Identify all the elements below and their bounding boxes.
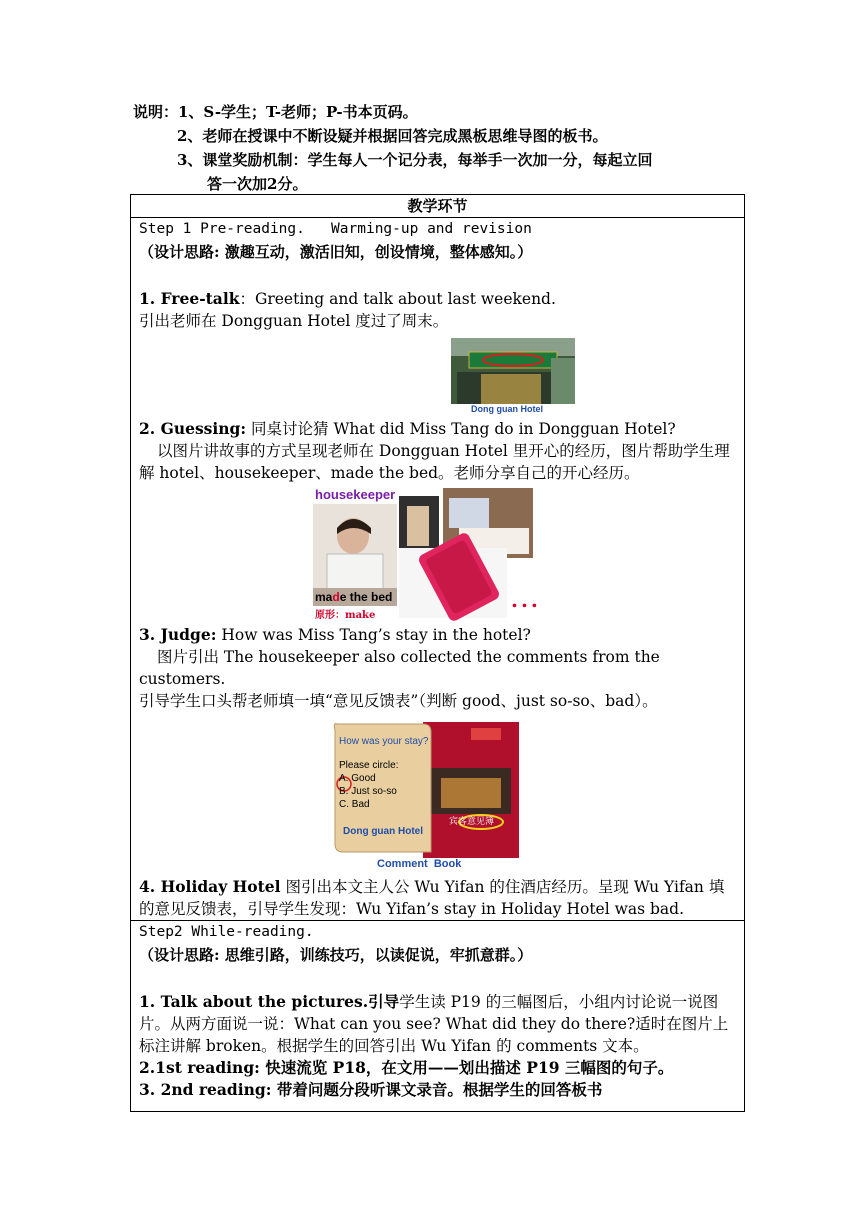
step1-cell bbox=[131, 218, 745, 921]
teaching-steps-table bbox=[130, 194, 745, 1112]
made-the-bed-label bbox=[315, 590, 392, 604]
step1-item1 bbox=[139, 288, 736, 310]
step1-item2 bbox=[139, 418, 736, 440]
step1-item2-text: 同桌讨论猜 What did Miss Tang do in Dongguan Hotel? bbox=[246, 420, 676, 438]
step2-item1-text: 学生读 P19 的三幅图后，小组内讨论说一说图片。从两方面说一说：What can you see? What did they do there?适时在图片上标注讲解 broken。根据学生的回答引出 Wu Yifan 的 comments 文本。 bbox=[139, 993, 729, 1055]
step1-item1-label: 1. Free-talk bbox=[139, 289, 240, 308]
step2-item3 bbox=[139, 1079, 736, 1101]
step2-cell bbox=[131, 921, 745, 1112]
step1-item4-label: 4. Holiday Hotel bbox=[139, 877, 281, 896]
hotel-photo bbox=[451, 338, 575, 414]
made-mid: d bbox=[332, 590, 340, 604]
step2-item1-bold2: 引导 bbox=[368, 992, 400, 1011]
comment-caption: Comment Book bbox=[377, 858, 462, 870]
step1-item3-line2: 图片引出 The housekeeper also collected the comments from the customers. bbox=[139, 648, 660, 688]
comment-book-title: 宾客意见簿 bbox=[449, 817, 495, 827]
step2-idea: （设计思路: 思维引路，训练技巧，以读促说，牢抓意群。） bbox=[139, 946, 533, 964]
made-post: e the bed bbox=[339, 590, 393, 604]
hotel-image bbox=[451, 338, 575, 414]
step2-item1 bbox=[139, 991, 736, 1057]
step1-item1-line2: 引出老师在 Dongguan Hotel 度过了周末。 bbox=[139, 312, 449, 330]
step2-title: Step2 While-reading. bbox=[139, 924, 314, 940]
table-header: 教学环节 bbox=[131, 195, 745, 218]
step2-item1-label: 1. Talk about the pictures. bbox=[139, 992, 369, 1011]
comment-please: Please circle: bbox=[339, 760, 399, 771]
comment-book-image bbox=[331, 718, 521, 874]
step1-item3-line3: 引导学生口头帮老师填一填“意见反馈表”（判断 good、just so-so、bad）。 bbox=[139, 692, 658, 710]
step1-item2-label: 2. Guessing: bbox=[139, 419, 247, 438]
step1-item3 bbox=[139, 624, 736, 646]
step1-idea: （设计思路: 激趣互动，激活旧知，创设情境，整体感知。） bbox=[139, 243, 533, 261]
comment-option-a: A. Good bbox=[339, 773, 376, 784]
comment-option-b: B. Just so-so bbox=[339, 786, 397, 797]
comment-hotel-name: Dong guan Hotel bbox=[343, 826, 423, 837]
notes-block bbox=[133, 100, 753, 196]
step1-item4-text: 图引出本文主人公 Wu Yifan 的住酒店经历。呈现 Wu Yifan 填的意见反馈表，引导学生发现：Wu Yifan’s stay in Holiday Hotel was bad. bbox=[139, 878, 725, 918]
note-line-4: 答一次加2分。 bbox=[207, 175, 308, 193]
step2-item3-text: 3. 2nd reading: 带着问题分段听课文录音。根据学生的回答板书 bbox=[139, 1080, 603, 1099]
ellipsis-dots: ... bbox=[511, 588, 541, 612]
step1-title: Step 1 Pre-reading. Warming-up and revision bbox=[139, 221, 532, 237]
step1-item1-text: ：Greeting and talk about last weekend. bbox=[239, 290, 556, 308]
note-line-1: 说明：1、S-学生；T-老师；P-书本页码。 bbox=[133, 103, 418, 121]
step1-item2-line2: 以图片讲故事的方式呈现老师在 Dongguan Hotel 里开心的经历，图片帮助学生理解 hotel、housekeeper、made the bed。老师分享自己的开心经历。 bbox=[139, 442, 730, 482]
housekeeper-label: housekeeper bbox=[315, 487, 396, 502]
step1-item4 bbox=[139, 876, 736, 920]
comment-option-c: C. Bad bbox=[339, 799, 370, 810]
note-line-2: 2、老师在授课中不断设疑并根据回答完成黑板思维导图的板书。 bbox=[177, 127, 608, 145]
comment-question: How was your stay? bbox=[339, 736, 429, 747]
hotel-caption: Dong guan Hotel bbox=[471, 404, 543, 414]
housekeeper-collage bbox=[313, 488, 543, 622]
note-line-3: 3、课堂奖励机制：学生每人一个记分表，每举手一次加一分，每起立回 bbox=[177, 151, 653, 169]
step1-item3-text: How was Miss Tang’s stay in the hotel? bbox=[216, 626, 531, 644]
made-pre: ma bbox=[315, 590, 333, 604]
step1-item3-label: 3. Judge: bbox=[139, 625, 217, 644]
step2-item2 bbox=[139, 1057, 736, 1079]
step2-item2-text: 2.1st reading: 快速流览 P18，在文用——划出描述 P19 三幅图的句子。 bbox=[139, 1058, 674, 1077]
make-label: 原形：make bbox=[315, 610, 376, 621]
